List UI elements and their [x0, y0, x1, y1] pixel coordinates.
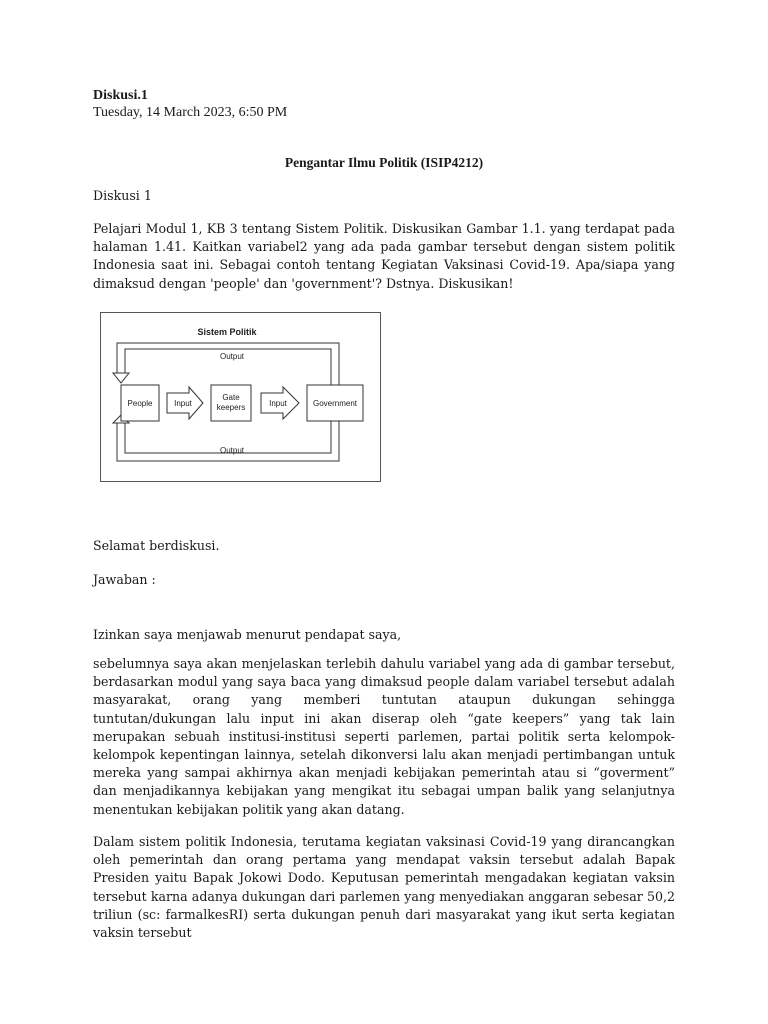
post-datetime: Tuesday, 14 March 2023, 6:50 PM [93, 105, 288, 120]
answer-intro: Izinkan saya menjawab menurut pendapat saya, [93, 627, 402, 642]
answer-label: Jawaban : [93, 572, 156, 587]
answer-paragraph-1: sebelumnya saya akan menjelaskan terlebih dahulu variabel yang ada di gambar tersebut, berdasarkan modul yang saya baca yang dimaksud people dalam variabel tersebut adalah masyarakat, orang yang memberi tuntutan ataupun dukungan sehingga tuntutan/dukungan lalu input ini akan diserap oleh “gate keepers” yang tak lain merupakan sebuah institusi-institusi seperti parlemen, partai politik serta kelompok-kelompok kepentingan lainnya, setelah dikonversi lalu akan menjadi pertimbangan untuk mereka yang sampai akhirnya akan menjadi kebijakan pemerintah atau si “goverment” dan menjadikannya kebijakan yang mengikat itu sebagai umpan balik yang selanjutnya menentukan kebijakan politik yang akan datang. [93, 656, 675, 817]
diagram-svg [101, 313, 380, 481]
people-label: People [127, 399, 153, 408]
discussion-label: Diskusi 1 [93, 188, 152, 203]
post-title: Diskusi.1 [93, 88, 148, 103]
discussion-prompt: Pelajari Modul 1, KB 3 tentang Sistem Politik. Diskusikan Gambar 1.1. yang terdapat pada halaman 1.41. Kaitkan variabel2 yang ada pada gambar tersebut dengan sistem politik Indonesia saat ini. Sebagai contoh tentang Kegiatan Vaksinasi Covid-19. Apa/siapa yang dimaksud dengan 'people' dan 'government'? Dstnya. Diskusikan! [93, 221, 675, 291]
gate-keepers-label-1: Gate [222, 393, 240, 402]
output-top-arrowhead [113, 373, 129, 383]
course-title: Pengantar Ilmu Politik (ISIP4212) [284, 155, 484, 170]
output-bottom-label: Output [219, 446, 245, 455]
input-arrow-1-label: Input [174, 399, 192, 408]
answer-paragraph-2: Dalam sistem politik Indonesia, terutama kegiatan vaksinasi Covid-19 yang dirancangkan oleh pemerintah dan orang pertama yang mendapat vaksin tersebut adalah Bapak Presiden yaitu Bapak Jokowi Dodo. Keputusan pemerintah mengadakan kegiatan vaksin tersebut karna adanya dukungan dari parlemen yang menyediakan anggaran sebesar 50,2 triliun (sc: farmalkesRI) serta dukungan penuh dari masyarakat yang ikut serta kegiatan vaksin tersebut [93, 834, 675, 941]
closing-text: Selamat berdiskusi. [93, 538, 220, 553]
government-label: Government [312, 399, 358, 408]
political-system-diagram [100, 312, 381, 482]
output-top-label: Output [219, 352, 245, 361]
gate-keepers-label-2: keepers [216, 403, 246, 412]
diagram-title: Sistem Politik [197, 327, 257, 337]
input-arrow-2-label: Input [269, 399, 287, 408]
